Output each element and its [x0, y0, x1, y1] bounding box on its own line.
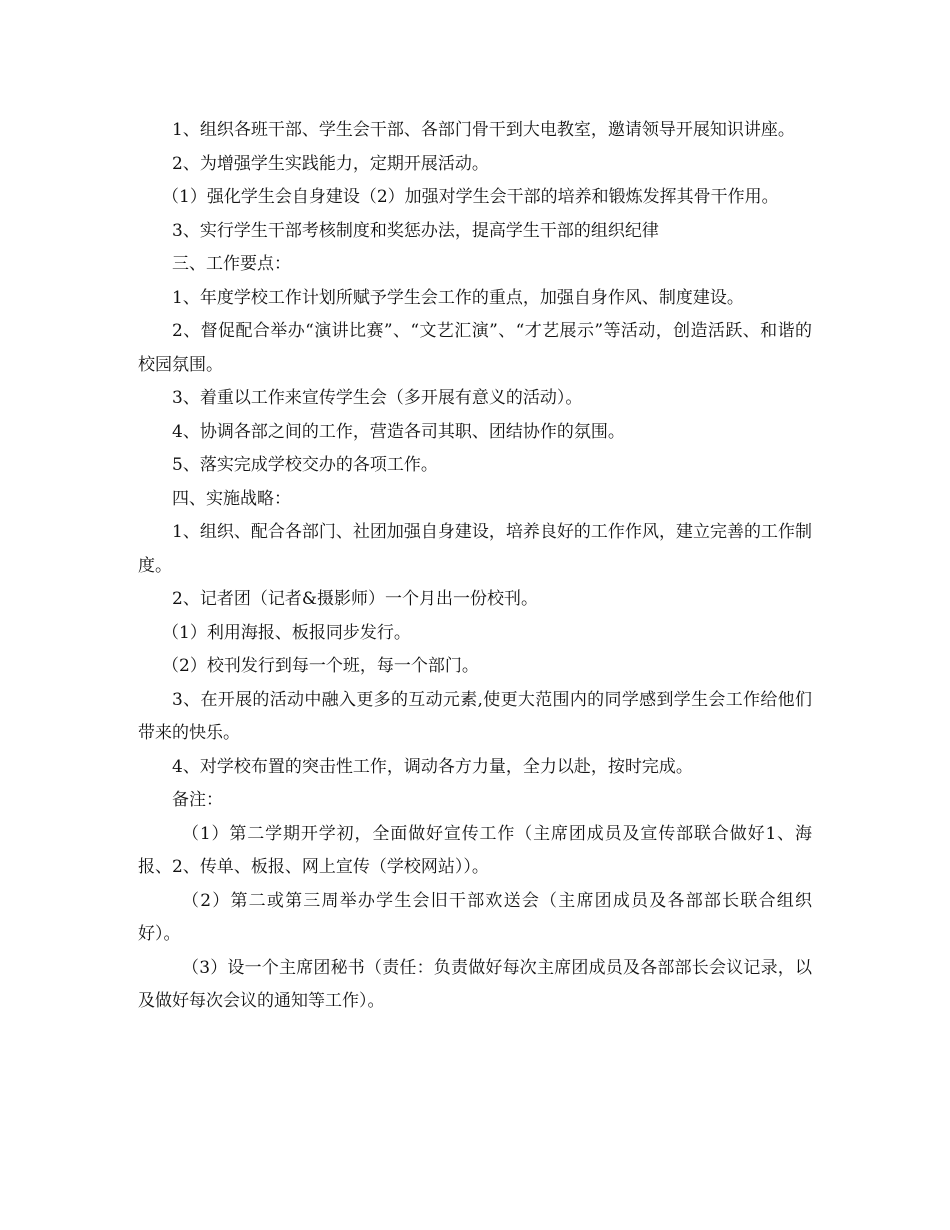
- paragraph: 4、对学校布置的突击性工作，调动各方力量，全力以赴，按时完成。: [172, 756, 693, 777]
- paragraph: 3、在开展的活动中融入更多的互动元素,使更大范围内的同学感到学生会工作给他们带来的快乐。: [138, 689, 812, 743]
- paragraph: 4、协调各部之间的工作，营造各司其职、团结协作的氛围。: [172, 421, 625, 442]
- paragraph: 1、年度学校工作计划所赋予学生会工作的重点，加强自身作风、制度建设。: [172, 287, 744, 308]
- document-body: [138, 114, 812, 1019]
- paragraph: 2、记者团（记者&摄影师）一个月出一份校刊。: [172, 589, 538, 609]
- paragraph: 1、组织各班干部、学生会干部、各部门骨干到大电教室，邀请领导开展知识讲座。: [172, 120, 795, 140]
- paragraph: （2）校刊发行到每一个班，每一个部门。: [162, 656, 479, 676]
- paragraph: 5、落实完成学校交办的各项工作。: [172, 455, 438, 475]
- paragraph: 3、着重以工作来宣传学生会（多开展有意义的活动）。: [172, 388, 583, 408]
- paragraph: （1）第二学期开学初，全面做好宣传工作（主席团成员及宣传部联合做好1、海报、2、传单、板报、网上宣传（学校网站））。: [138, 823, 812, 877]
- paragraph: （2）第二或第三周举办学生会旧干部欢送会（主席团成员及各部部长联合组织好）。: [138, 890, 812, 944]
- paragraph: （1）强化学生会自身建设（2）加强对学生会干部的培养和锻炼发挥其骨干作用。: [162, 187, 779, 207]
- paragraph: （3）设一个主席团秘书（责任：负责做好每次主席团成员及各部部长会议记录，以及做好每次会议的通知等工作）。: [138, 957, 812, 1011]
- paragraph: 3、实行学生干部考核制度和奖惩办法，提高学生干部的组织纪律: [172, 220, 659, 241]
- paragraph: 三、工作要点：: [172, 254, 291, 274]
- paragraph: 1、组织、配合各部门、社团加强自身建设，培养良好的工作作风，建立完善的工作制度。: [138, 522, 812, 576]
- paragraph: （1）利用海报、板报同步发行。: [162, 622, 411, 643]
- paragraph: 备注：: [172, 790, 223, 810]
- paragraph: 四、实施战略：: [172, 488, 291, 509]
- paragraph: 2、为增强学生实践能力，定期开展活动。: [172, 153, 489, 174]
- paragraph: 2、督促配合举办“演讲比赛”、“文艺汇演”、“才艺展示”等活动，创造活跃、和谐的校园氛围。: [138, 321, 812, 375]
